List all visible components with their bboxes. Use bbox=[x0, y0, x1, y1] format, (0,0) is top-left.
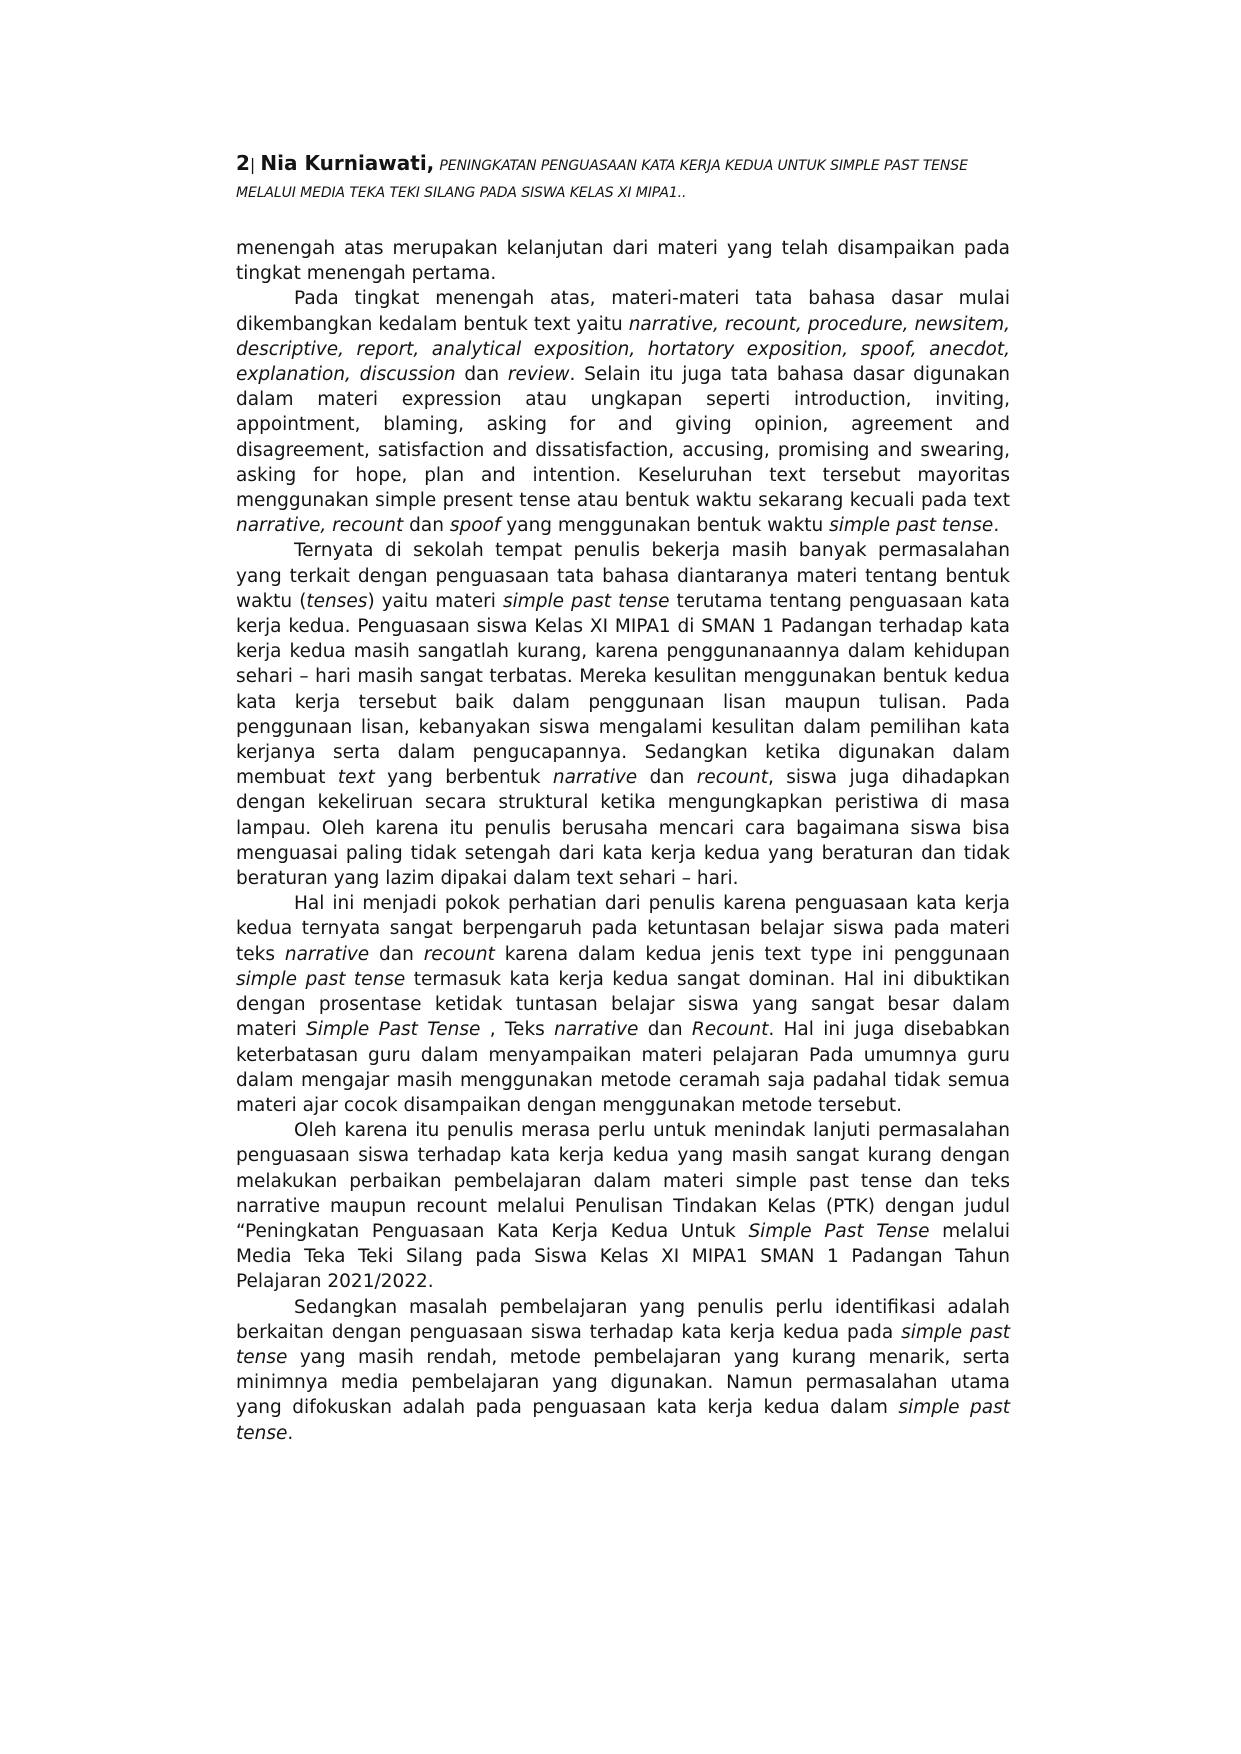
paragraph bbox=[236, 1118, 1010, 1294]
italic-text: simple past tense bbox=[829, 515, 994, 537]
author-name: Nia Kurniawati, bbox=[260, 151, 435, 175]
text-run: dan bbox=[369, 943, 424, 965]
italic-text: spoof bbox=[449, 515, 501, 537]
text-run: Ternyata di sekolah tempat penulis bekerja masih banyak permasalahan yang terkait dengan penguasaan tata bahasa diantaranya materi tentang bentuk waktu ( bbox=[236, 540, 1010, 612]
text-run: dan bbox=[403, 515, 450, 537]
text-run: dan bbox=[638, 1019, 692, 1041]
text-run: yang menggunakan bentuk waktu bbox=[500, 515, 830, 537]
italic-text: simple past tense bbox=[502, 590, 670, 612]
text-run: . bbox=[287, 1422, 294, 1444]
article-title: PENINGKATAN PENGUASAAN KATA KERJA KEDUA UNTUK SIMPLE PAST TENSE MELALUI MEDIA TEKA TEKI SILANG PADA SISWA KELAS XI MIPA1.. bbox=[236, 158, 968, 201]
text-run: . Hal ini juga disebabkan keterbatasan guru dalam menyampaikan materi pelajaran Pada umumnya guru dalam mengajar masih menggunakan metode ceramah saja padahal tidak semua materi ajar cocok disampaikan dengan menggunakan metode tersebut. bbox=[236, 1019, 1010, 1116]
italic-text: Simple Past Tense bbox=[748, 1220, 930, 1242]
text-run: menengah atas merupakan kelanjutan dari materi yang telah disampaikan pada tingkat menengah pertama. bbox=[236, 238, 1010, 285]
text-run: dan bbox=[455, 364, 508, 386]
text-run: yang berbentuk bbox=[374, 767, 553, 789]
italic-text: narrative bbox=[284, 943, 370, 965]
text-run: dan bbox=[637, 767, 697, 789]
italic-text: review bbox=[507, 364, 570, 386]
page-number: 2 bbox=[236, 151, 250, 175]
text-run: ) yaitu materi bbox=[367, 590, 503, 612]
text-run: Sedangkan masalah pembelajaran yang penulis perlu identifikasi adalah berkaitan dengan penguasaan siswa terhadap kata kerja kedua pada bbox=[236, 1296, 1010, 1343]
paragraph bbox=[236, 538, 1010, 891]
italic-text: narrative bbox=[552, 767, 638, 789]
italic-text: Simple Past Tense bbox=[306, 1019, 481, 1041]
text-run: yang masih rendah, metode pembelajaran yang kurang menarik, serta minimnya media pembelajaran yang digunakan. Namun permasalahan utama yang difokuskan adalah pada penguasaan kata kerja kedua dalam bbox=[236, 1346, 1010, 1419]
running-header bbox=[236, 150, 1010, 206]
text-run: . Selain itu juga tata bahasa dasar digunakan dalam materi expression atau ungkapan seperti introduction, inviting, appointment, blaming, asking for and giving opinion, agreement and disagreement, satisfaction and dissatisfaction, accusing, promising and swearing, asking for hope, plan and intention. Keseluruhan text tersebut mayoritas menggunakan simple present tense atau bentuk waktu sekarang kecuali pada text bbox=[236, 364, 1010, 512]
paragraph bbox=[236, 286, 1010, 538]
italic-text: Recount bbox=[691, 1019, 769, 1041]
italic-text: simple past tense bbox=[236, 1321, 1010, 1368]
italic-text: simple past tense bbox=[236, 968, 406, 990]
text-run: terutama tentang penguasaan kata kerja kedua. Penguasaan siswa Kelas XI MIPA1 di SMAN 1 Padangan terhadap kata kerja kedua masih sangatlah kurang, karena penggunanaannya dalam kehidupan sehari – hari masih sangat terbatas. Mereka kesulitan menggunakan bentuk kedua kata kerja tersebut baik dalam penggunaan lisan maupun tulisan. Pada penggunaan lisan, kebanyakan siswa mengalami kesulitan dalam pemilihan kata kerjanya serta dalam pengucapannya. Sedangkan ketika digunakan dalam membuat bbox=[236, 590, 1010, 789]
text-run: Hal ini menjadi pokok perhatian dari penulis karena penguasaan kata kerja kedua ternyata sangat berpengaruh pada ketuntasan belajar siswa pada materi teks bbox=[236, 893, 1010, 965]
body-text bbox=[236, 236, 1010, 1446]
italic-text: simple past tense bbox=[236, 1397, 1010, 1444]
paragraph bbox=[236, 1295, 1010, 1446]
text-run: karena dalam kedua jenis text type ini penggunaan bbox=[494, 943, 1010, 965]
text-run: Oleh karena itu penulis merasa perlu untuk menindak lanjuti permasalahan penguasaan siswa terhadap kata kerja kedua yang masih sangat kurang dengan melakukan perbaikan pembelajaran dalam materi simple past tense dan teks narrative maupun recount melalui Penulisan Tindakan Kelas (PTK) dengan judul “Peningkatan Penguasaan Kata Kerja Kedua Untuk bbox=[236, 1120, 1010, 1242]
header-separator: | bbox=[249, 155, 256, 174]
italic-text: recount bbox=[423, 943, 495, 965]
text-run: melalui Media Teka Teki Silang pada Siswa Kelas XI MIPA1 SMAN 1 Padangan Tahun Pelajaran 2021/2022. bbox=[236, 1220, 1010, 1293]
text-run: , siswa juga dihadapkan dengan kekeliruan secara struktural ketika mengungkapkan peristiwa di masa lampau. Oleh karena itu penulis berusaha mencari cara bagaimana siswa bisa menguasai paling tidak setengah dari kata kerja kedua yang beraturan dan tidak beraturan yang lazim dipakai dalam text sehari – hari. bbox=[236, 767, 1010, 890]
text-run: termasuk kata kerja kedua sangat dominan. Hal ini dibuktikan dengan prosentase ketidak tuntasan belajar siswa yang sangat besar dalam materi bbox=[236, 968, 1010, 1041]
italic-text: text bbox=[337, 767, 375, 789]
italic-text: tenses bbox=[306, 590, 368, 612]
italic-text: recount bbox=[696, 767, 768, 789]
italic-text: narrative, recount, procedure, newsitem, descriptive, report, analytical exposition, hortatory exposition, spoof, anecdot, explanation, discussion bbox=[236, 313, 1010, 386]
text-run: Pada tingkat menengah atas, materi-materi tata bahasa dasar mulai dikembangkan kedalam bentuk text yaitu bbox=[236, 288, 1010, 335]
paragraph bbox=[236, 891, 1010, 1118]
text-run: , Teks bbox=[480, 1019, 555, 1041]
text-run: . bbox=[993, 515, 1000, 537]
paragraph bbox=[236, 236, 1010, 286]
italic-text: narrative bbox=[554, 1019, 639, 1041]
italic-text: narrative, recount bbox=[236, 515, 404, 537]
